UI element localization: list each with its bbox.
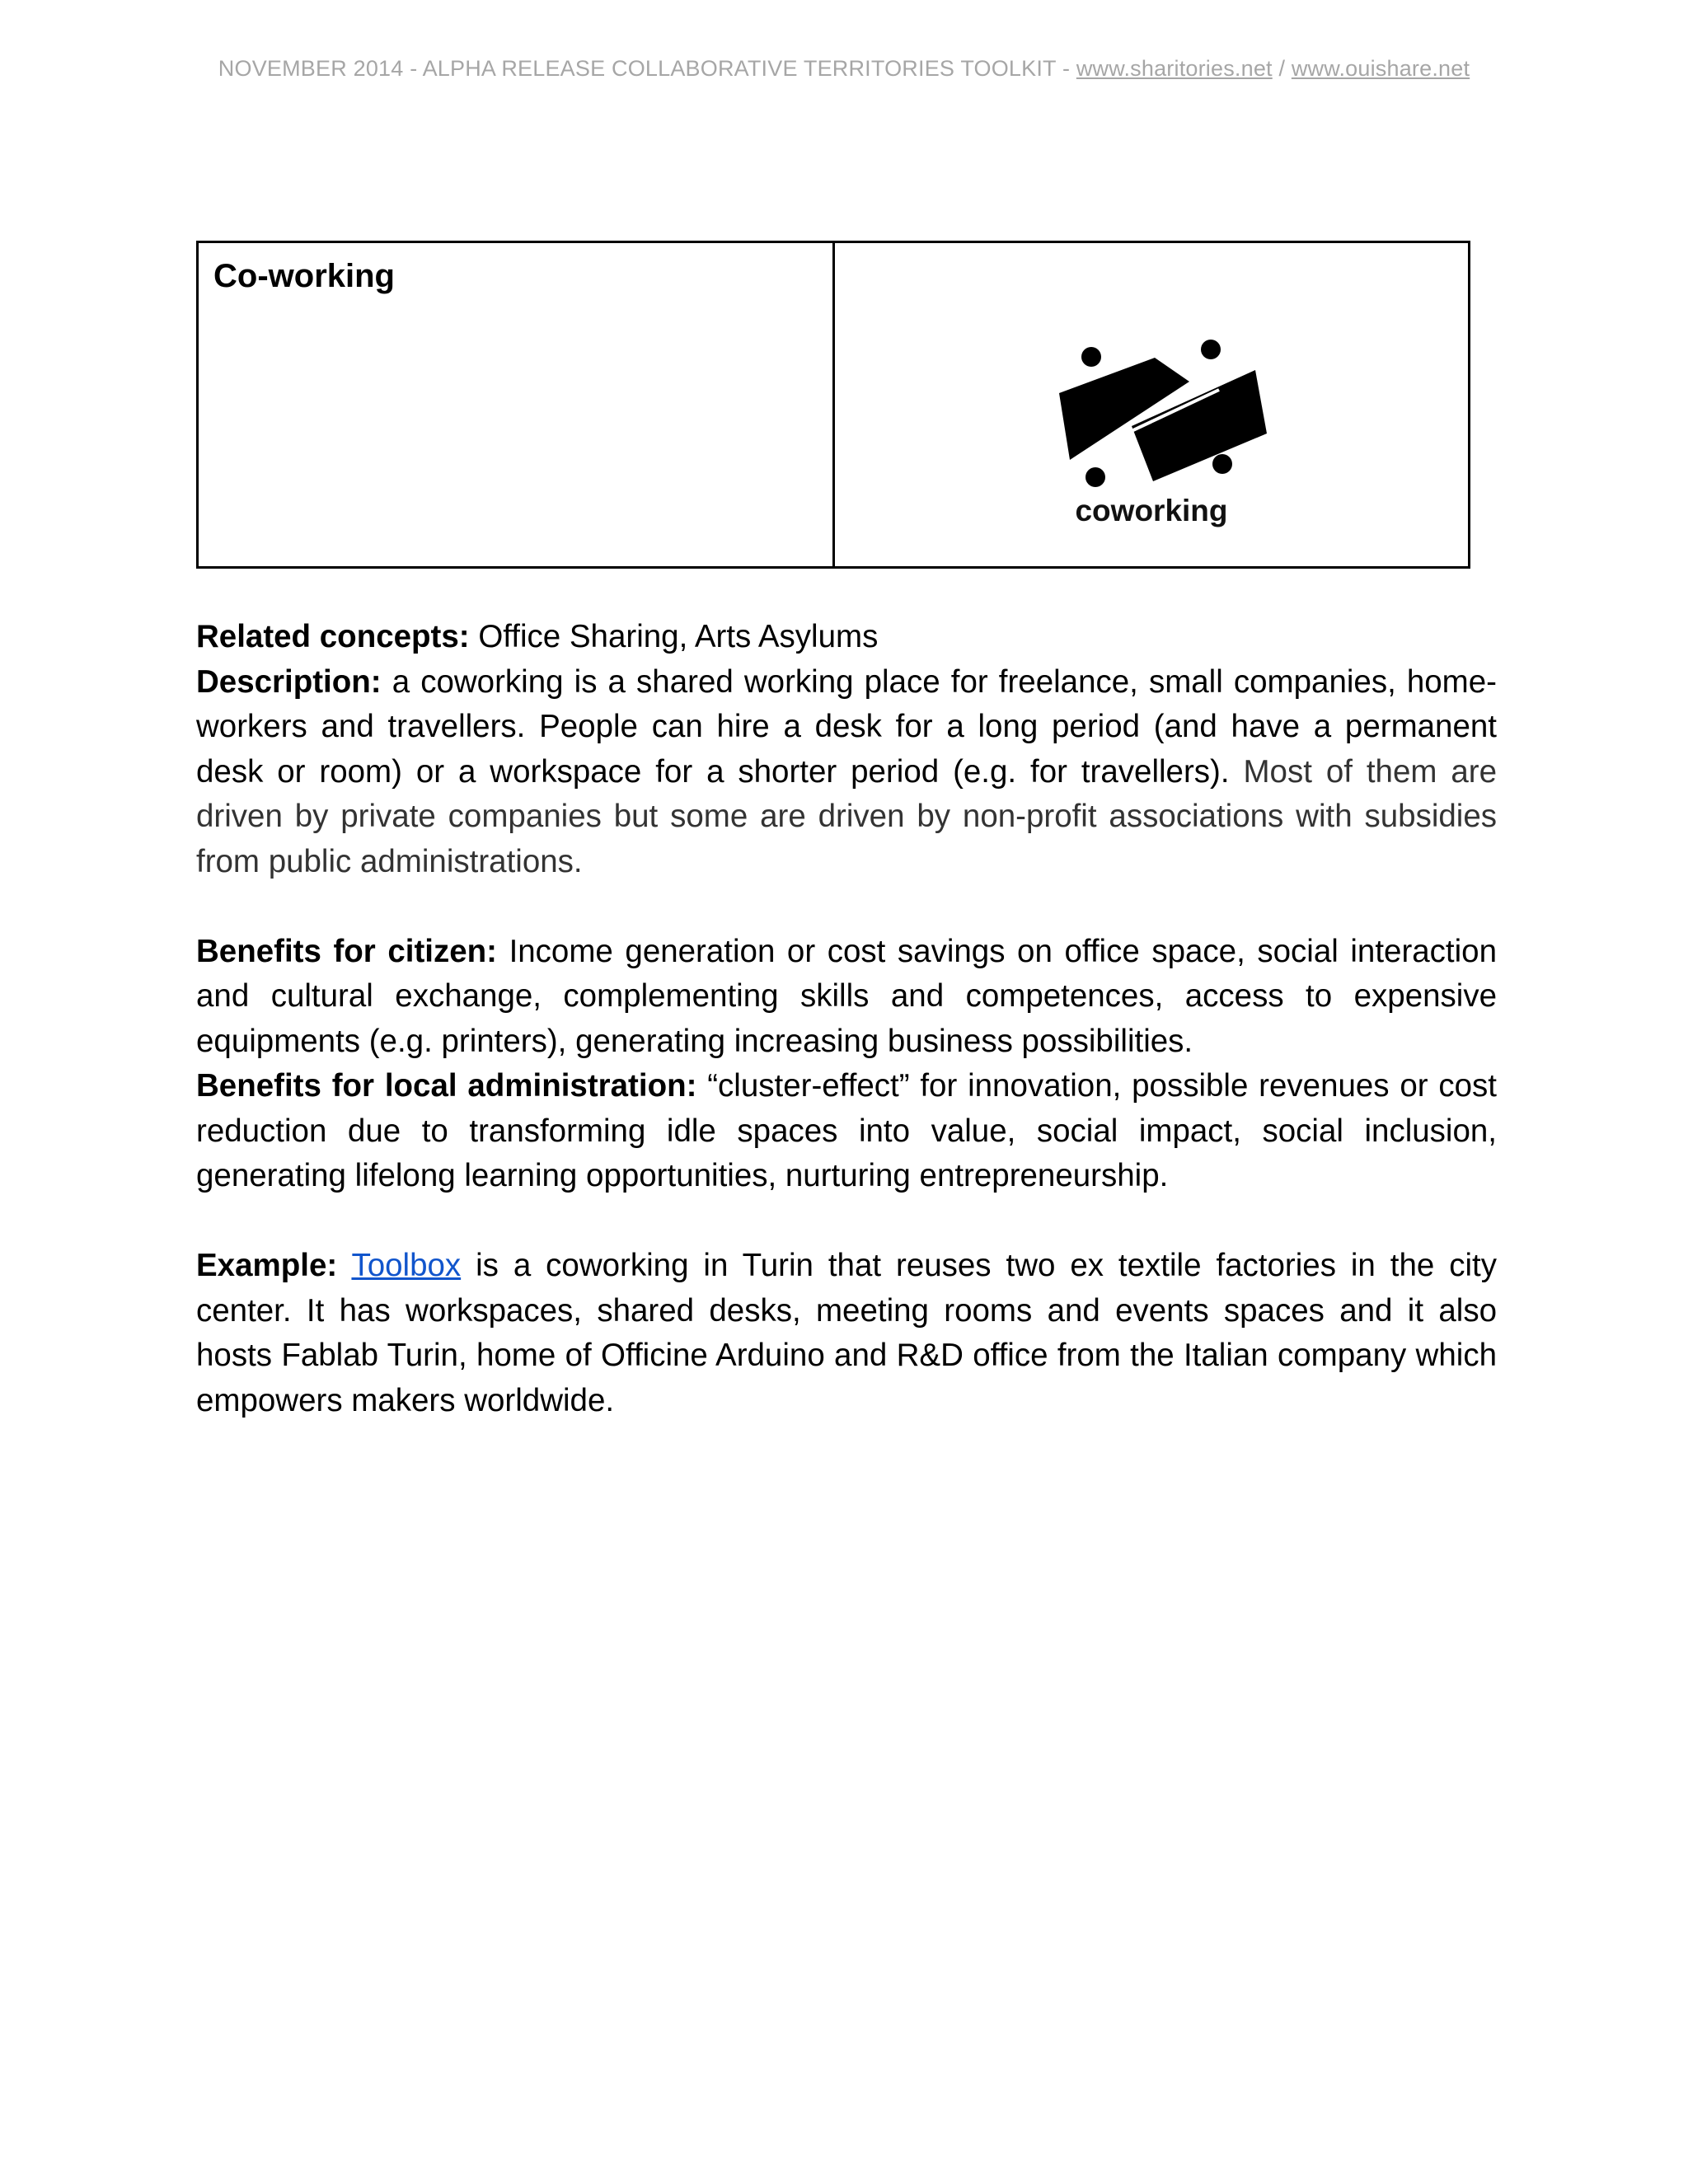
page-header: [0, 56, 1688, 82]
spacer: [196, 1199, 1497, 1244]
related-label: Related concepts:: [196, 619, 470, 654]
description-text: a coworking is a shared working place for freelance, small companies, home-workers and travellers. People can hire a desk for a long period (and have a permanent desk or room) or a workspace for a shorter period (e.g. for travellers).: [196, 663, 1497, 790]
benefits-citizen-label: Benefits for citizen:: [196, 933, 497, 969]
benefits-admin-label: Benefits for local administration:: [196, 1068, 697, 1104]
header-separator: /: [1272, 56, 1292, 81]
coworking-logo-icon: [1039, 339, 1270, 487]
logo-cell: [835, 243, 1468, 566]
description: [196, 660, 1497, 885]
benefits-admin-text: “cluster-effect” for innovation, possible revenues or cost reduction due to transforming idle spaces into value, social impact, social inclusion, generating lifelong learning opportunities, nurturing entrepreneurship.: [196, 1068, 1497, 1193]
sharitories-link[interactable]: www.sharitories.net: [1076, 56, 1273, 81]
body-text: [196, 615, 1497, 1423]
example: [196, 1244, 1497, 1423]
description-text-grey: Most of them are driven by private companies but some are driven by non-profit associations with subsidies from public administrations.: [196, 753, 1497, 879]
benefits-admin: [196, 1064, 1497, 1199]
example-label: Example:: [196, 1248, 338, 1283]
header-prefix: NOVEMBER 2014 - ALPHA RELEASE COLLABORATIVE TERRITORIES TOOLKIT -: [218, 56, 1076, 81]
related-text: Office Sharing, Arts Asylums: [469, 619, 879, 654]
toolbox-link[interactable]: Toolbox: [351, 1248, 462, 1283]
title-table: [196, 241, 1470, 569]
description-label: Description:: [196, 663, 382, 700]
benefits-citizen: [196, 930, 1497, 1065]
ouishare-link[interactable]: www.ouishare.net: [1291, 56, 1470, 81]
benefits-citizen-text: Income generation or cost savings on office space, social interaction and cultural exchange, complementing skills and competences, access to expensive equipments (e.g. printers), generating increasing business possibilities.: [196, 933, 1497, 1059]
spacer: [196, 884, 1497, 930]
logo-label: coworking: [1075, 494, 1228, 527]
related-concepts: [196, 615, 1497, 660]
section-title: Co-working: [199, 243, 835, 566]
example-text: is a coworking in Turin that reuses two ex textile factories in the city center. It has workspaces, shared desks, meeting rooms and events spaces and it also hosts Fablab Turin, home of Officine Arduino and R&D office from the Italian company which empowers makers worldwide.: [196, 1248, 1497, 1418]
